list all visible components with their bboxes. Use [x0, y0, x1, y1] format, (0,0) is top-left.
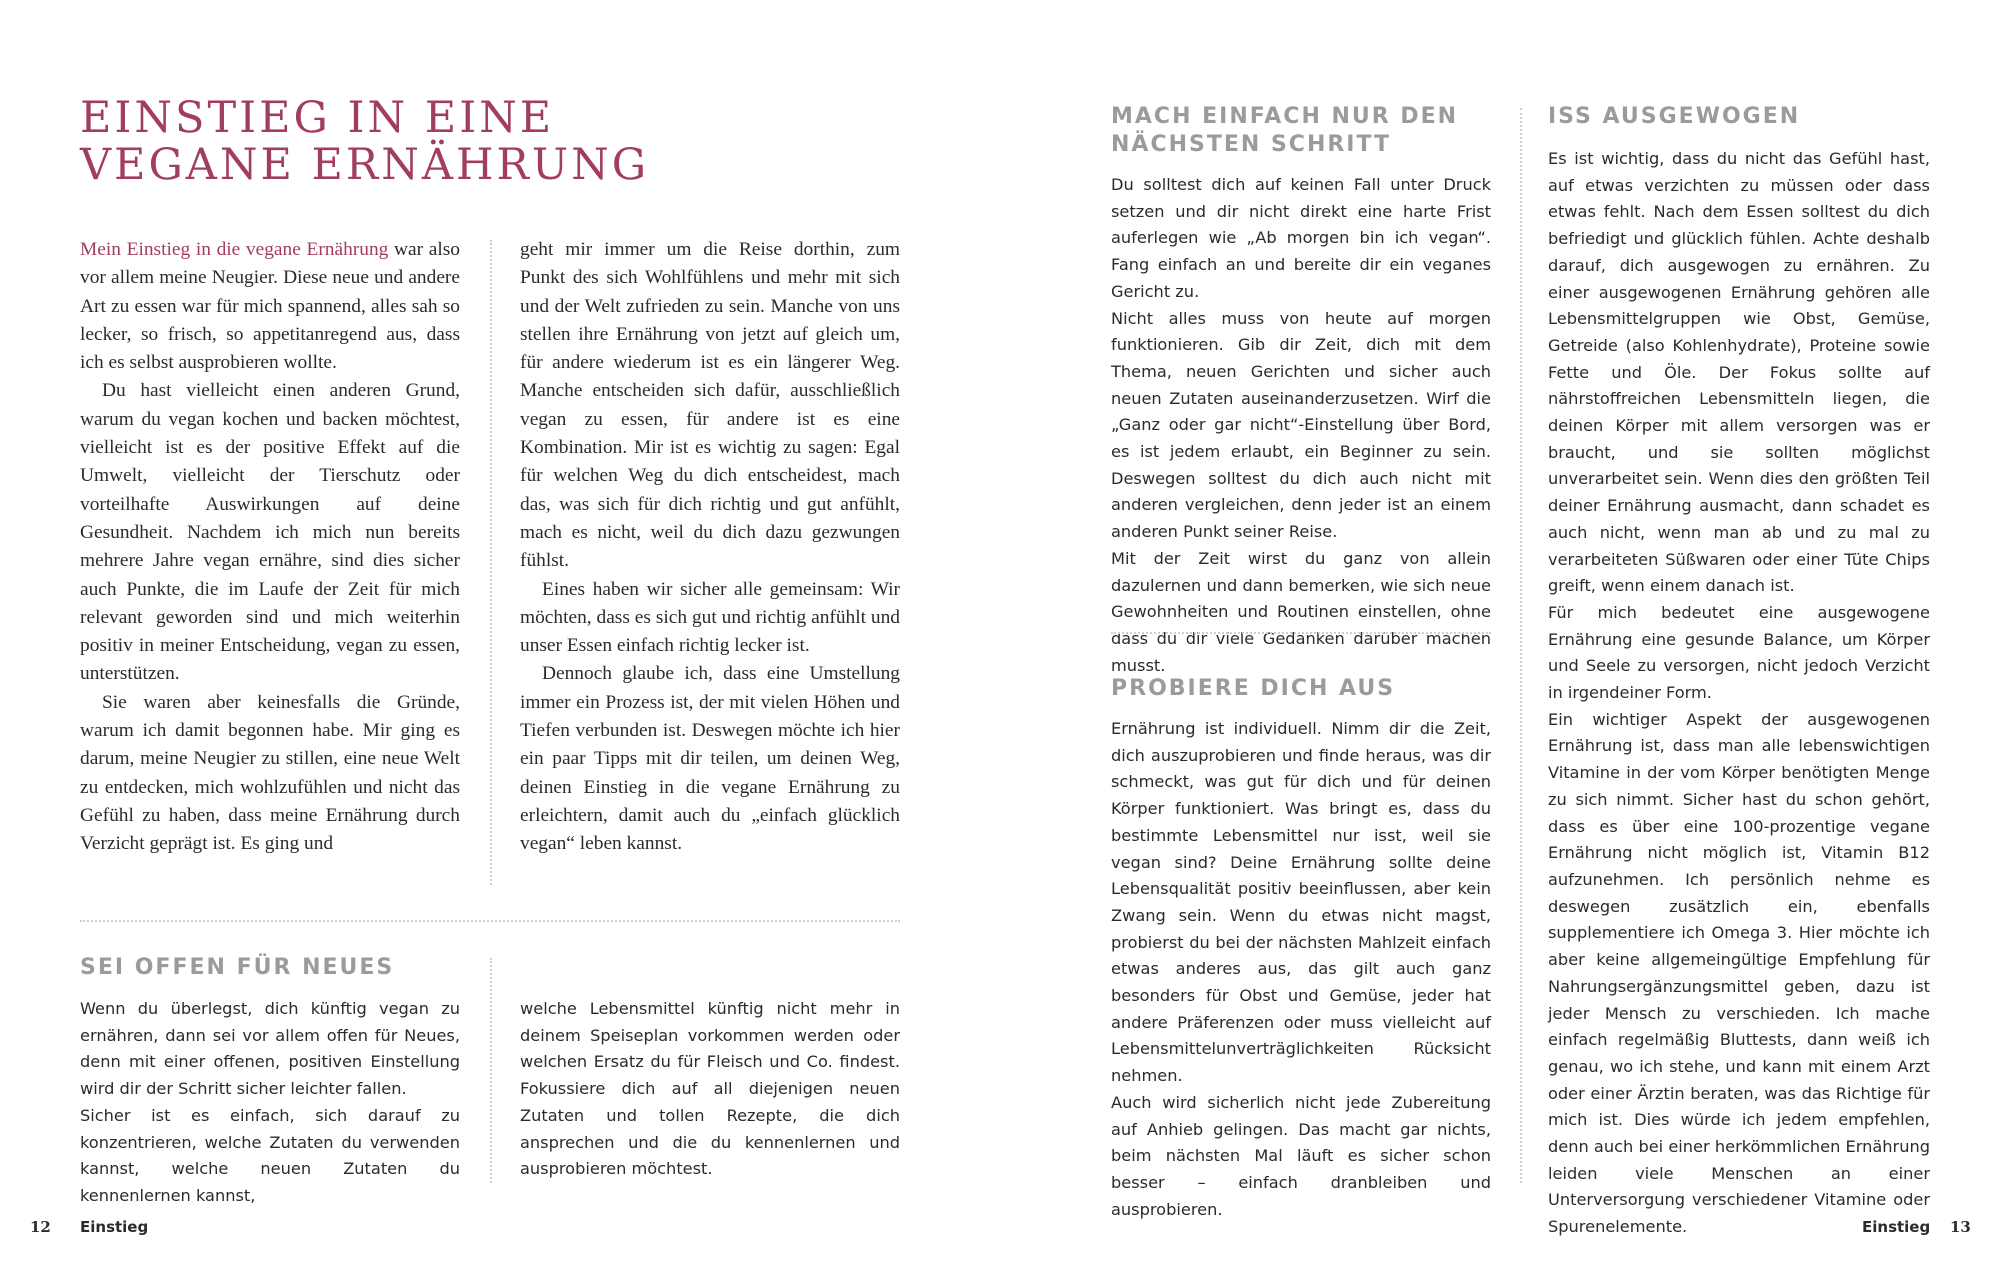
chapter-title: EINSTIEG IN EINE VEGANE ERNÄHRUNG — [80, 93, 650, 190]
section-divider — [80, 920, 900, 922]
section-heading: PROBIERE DICH AUS — [1111, 676, 1396, 701]
section-heading: ISS AUSGEWOGEN — [1548, 104, 1801, 129]
right-column-1-bottom — [1111, 716, 1491, 1223]
paragraph: Sie waren aber keinesfalls die Gründe, warum ich damit begonnen habe. Mir ging es darum, meine Neugier zu stillen, eine neue Welt zu entdecken, mich wohlzufühlen und nicht das Gefühl zu haben, dass meine Ernährung durch Verzicht geprägt ist. Es ging und — [80, 691, 460, 855]
right-column-1-top — [1111, 172, 1491, 679]
paragraph: Ein wichtiger Aspekt der ausgewogenen Ernährung ist, dass man alle lebenswichtigen Vitamine in der vom Körper benötigten Menge zu sich nimmt. Sicher hast du schon gehört, dass es über eine 100-prozentige vegane Ernährung nicht möglich ist, Vitamin B12 aufzunehmen. Ich persönlich nehme es deswegen zusätzlich ein, ebenfalls supplementiere ich Omega 3. Hier möchte ich aber keine allgemeingültige Empfehlung für Nahrungsergänzungsmittel geben, dazu ist jeder Mensch zu verschieden. Ich mache einfach regelmäßig Bluttests, dann weiß ich genau, wo ich stehe, und kann mit einem Arzt oder einer Ärztin beraten, was das Richtige für mich ist. Dies würde ich jedem empfehlen, denn auch bei einer herkömmlichen Ernährung leiden viele Menschen an einer Unterversorgung verschiedener Vitamine oder Spurenelemente. — [1548, 709, 1930, 1237]
paragraph: Auch wird sicherlich nicht jede Zubereitung auf Anhieb gelingen. Das macht gar nichts, beim nächsten Mal läuft es sicher schon besser – einfach dranbleiben und ausprobieren. — [1111, 1092, 1491, 1219]
paragraph: Du solltest dich auf keinen Fall unter Druck setzen und dir nicht direkt eine harte Frist auferlegen wie „Ab morgen bin ich vegan“. Fang einfach an und bereite dir ein veganes Gericht zu. — [1111, 175, 1491, 301]
paragraph: Mit der Zeit wirst du ganz von allein dazulernen und dann bemerken, wie sich neue Gewohnheiten und Routinen einstellen, ohne dass du dir viele Gedanken darüber machen musst. — [1111, 548, 1491, 675]
paragraph: geht mir immer um die Reise dorthin, zum Punkt des sich Wohlfühlens und mehr mit sich und der Welt zufrieden zu sein. Manche von uns stellen ihre Ernährung von jetzt auf gleich um, für andere wiederum ist es ein längerer Weg. Manche entscheiden sich dafür, ausschließlich vegan zu essen, für andere ist es eine Kombination. Mir ist es wichtig zu sagen: Egal für welchen Weg du dich entscheidest, mach das, was sich für dich richtig und gut anfühlt, mach es nicht, weil du dich dazu gezwungen fühlst. — [520, 239, 900, 572]
running-head: Einstieg — [80, 1218, 149, 1236]
paragraph: Wenn du überlegst, dich künftig vegan zu ernähren, dann sei vor allem offen für Neues, denn mit einer offenen, positiven Einstellung wird dir der Schritt sicher leichter fallen. — [80, 999, 460, 1099]
section-heading: SEI OFFEN FÜR NEUES — [80, 955, 395, 980]
running-head: Einstieg — [1862, 1218, 1931, 1236]
page-number: 12 — [30, 1218, 51, 1236]
paragraph: welche Lebensmittel künftig nicht mehr in deinem Speiseplan vorkommen werden oder welchen Ersatz du für Fleisch und Co. findest. Fokussiere dich auf all diejenigen neuen Zutaten und tollen Rezepte, die dich ansprechen und die du kennenlernen und ausprobieren möchtest. — [520, 999, 900, 1179]
section-column-2 — [520, 996, 900, 1183]
paragraph: Es ist wichtig, dass du nicht das Gefühl hast, auf etwas verzichten zu müssen oder dass etwas fehlt. Nach dem Essen solltest du dich befriedigt und glücklich fühlen. Achte deshalb darauf, dich ausgewogen zu ernähren. Zu einer ausgewogenen Ernährung gehören alle Lebensmittelgruppen wie Obst, Gemüse, Getreide (also Kohlenhydrate), Proteine sowie Fette und Öle. Der Fokus sollte auf nährstoffreichen Lebensmitteln liegen, die deinen Körper mit allem versorgen was er braucht, und sie sollten möglichst unverarbeitet sein. Wenn dies den größten Teil deiner Ernährung ausmacht, dann schadet es auch nicht, wenn man ab und zu mal zu verarbeiteten Süßwaren oder einer Tüte Chips greift, wenn einem danach ist. — [1548, 149, 1930, 596]
paragraph: Eines haben wir sicher alle gemeinsam: Wir möchten, dass es sich gut und richtig anfühlt und unser Essen einfach richtig lecker ist. — [520, 578, 900, 657]
paragraph: Dennoch glaube ich, dass eine Umstellung immer ein Prozess ist, der mit vielen Höhen und Tiefen verbunden ist. Deswegen möchte ich hier ein paar Tipps mit dir teilen, um deinen Weg, deinen Einstieg in die vegane Ernährung zu erleichtern, damit auch du „einfach glücklich vegan“ leben kannst. — [520, 663, 900, 855]
paragraph: Sicher ist es einfach, sich darauf zu konzentrieren, welche Zutaten du verwenden kannst, welche neuen Zutaten du kennenlernen kannst, — [80, 1105, 460, 1205]
paragraph: Du hast vielleicht einen anderen Grund, warum du vegan kochen und backen möchtest, vielleicht ist es der positive Effekt auf die Umwelt, vielleicht der Tierschutz oder vorteilhafte Auswirkungen auf deine Gesundheit. Nachdem ich mich nun bereits mehrere Jahre vegan ernähre, sind dies sicher auch Punkte, die im Laufe der Zeit für mich relevant geworden sind und mich weiterhin positiv in meiner Entscheidung, vegan zu essen, unterstützen. — [80, 380, 460, 685]
right-column-2 — [1548, 146, 1930, 1241]
paragraph: Für mich bedeutet eine ausgewogene Ernährung eine gesunde Balance, um Körper und Seele zu versorgen, nicht jedoch Verzicht in irgendeiner Form. — [1548, 602, 1930, 703]
left-column-2 — [520, 236, 900, 859]
paragraph: Nicht alles muss von heute auf morgen funktionieren. Gib dir Zeit, dich mit dem Thema, neuen Gerichten und sicher auch neuen Zutaten auseinanderzusetzen. Wirf die „Ganz oder gar nicht“-Einstellung über Bord, es ist jedem erlaubt, ein Beginner zu sein. Deswegen solltest du dich auch nicht mit anderen vergleichen, denn jeder ist an einem anderen Punkt seiner Reise. — [1111, 308, 1491, 542]
paragraph: Mein Einstieg in die vegane Ernährung war also vor allem meine Neugier. Diese neue und andere Art zu essen war für mich spannend, alles sah so lecker, so frisch, so appetitanregend aus, dass ich es selbst ausprobieren wollte. — [80, 239, 460, 374]
page-number: 13 — [1950, 1218, 1971, 1236]
column-divider — [490, 240, 492, 885]
right-page — [1000, 0, 2000, 1277]
section-heading: MACH EINFACH NUR DEN NÄCHSTEN SCHRITT — [1111, 104, 1459, 157]
column-divider — [490, 958, 492, 1183]
lead-in-text: Mein Einstieg in die vegane Ernährung — [80, 239, 389, 260]
section-divider — [1111, 632, 1491, 634]
left-column-1 — [80, 236, 460, 859]
section-column-1 — [80, 996, 460, 1210]
column-divider — [1520, 108, 1522, 1183]
paragraph: Ernährung ist individuell. Nimm dir die Zeit, dich auszuprobieren und finde heraus, was dir schmeckt, was gut für dich und für deinen Körper funktioniert. Was bringt es, dass du bestimmte Lebensmittel nur isst, weil sie vegan sind? Deine Ernährung sollte deine Lebensqualität positiv beeinflussen, aber kein Zwang sein. Wenn du etwas nicht magst, probierst du bei der nächsten Mahlzeit einfach etwas anderes aus, das gilt auch ganz besonders für Obst und Gemüse, jeder hat andere Präferenzen oder muss vielleicht auf Lebensmittelunverträglichkeiten Rücksicht nehmen. — [1111, 719, 1491, 1086]
